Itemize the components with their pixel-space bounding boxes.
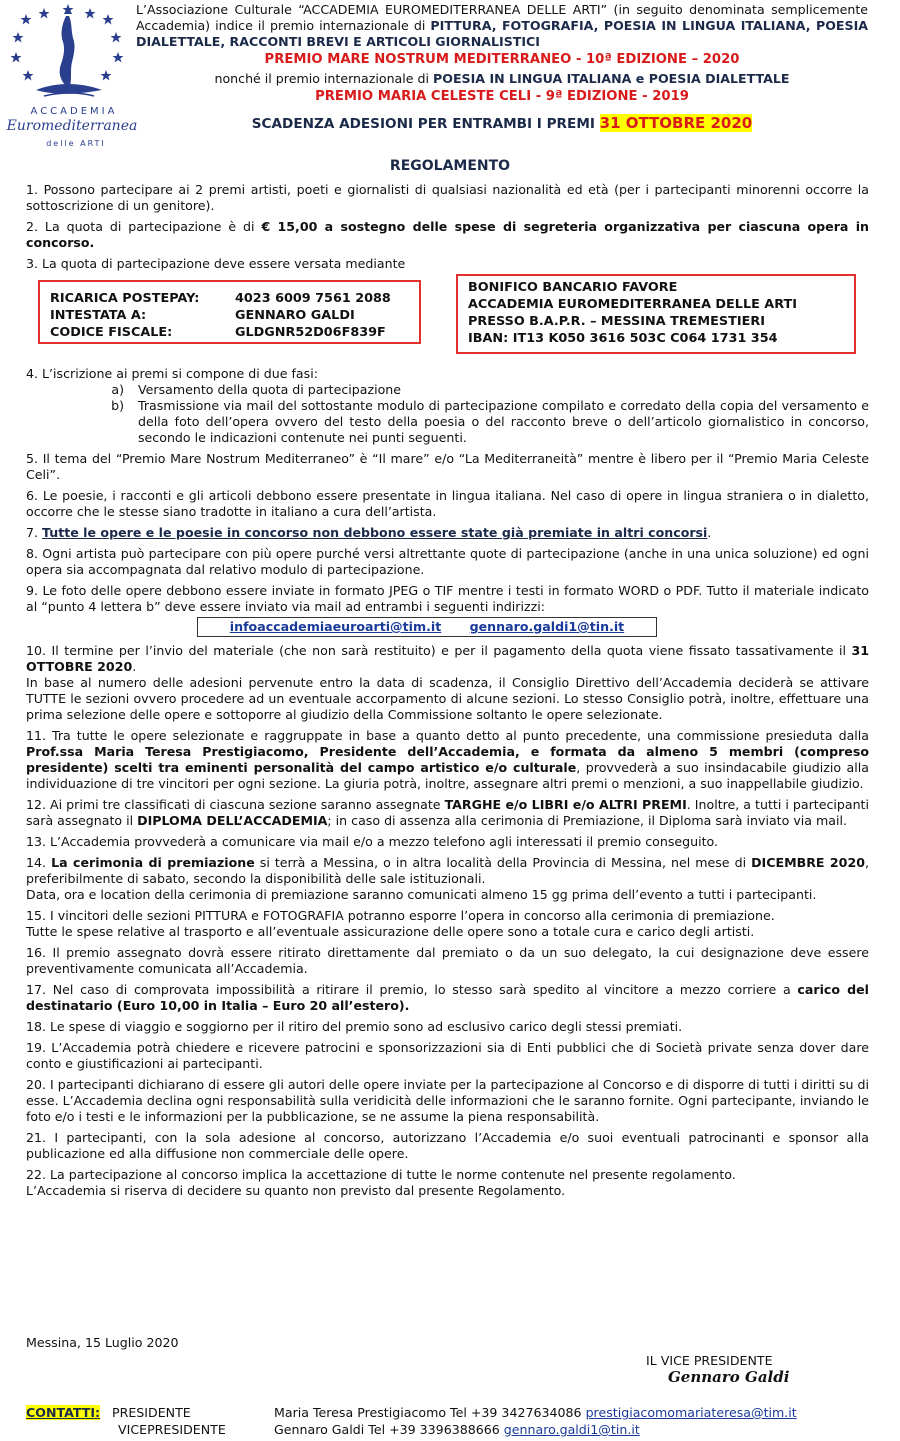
- rule-15: 15. I vincitori delle sezioni PITTURA e FOTOGRAFIA potranno esporre l’opera in concorso alla cerimonia di premiazione.: [26, 908, 775, 923]
- rule-11: [26, 728, 869, 792]
- postepay-number: 4023 6009 7561 2088: [235, 291, 391, 306]
- rule-14-rest: , preferibilmente di sabato, secondo la disponibilità delle sale istituzionali.: [26, 855, 869, 886]
- contact-president: [274, 1404, 797, 1421]
- rule-14: [26, 855, 869, 887]
- rule-14-ceremony: La cerimonia di premiazione: [51, 855, 255, 870]
- intro-paragraph: [136, 2, 868, 50]
- regolamento-heading: REGOLAMENTO: [389, 158, 511, 174]
- rule-4b-text: Trasmissione via mail del sottostante modulo di partecipazione compilato e corredato della copia del versamento e della foto dell’opera ovvero del testo della poesia o del racconto breve o dell’articolo giornalistico in concorso, secondo le indicazioni contenute nei punti seguenti.: [138, 398, 869, 445]
- rule-17-cost: carico del destinatario (Euro 10,00 in Italia – Euro 20 all’estero).: [26, 982, 869, 1013]
- rule-13: 13. L’Accademia provvederà a comunicare via mail e/o a mezzo telefono agli interessati il premio conseguito.: [26, 834, 719, 849]
- rule-21: 21. I partecipanti, con la sola adesione al concorso, autorizzano l’Accademia e/o suoi eventuali patrocinanti e sponsor alla publicazione ed alla diffusione non commerciale delle opere.: [26, 1130, 869, 1161]
- vp-title: IL VICE PRESIDENTE: [646, 1353, 773, 1368]
- contact-role-president: PRESIDENTE: [112, 1405, 191, 1420]
- rule-12-diploma: DIPLOMA DELL’ACCADEMIA: [137, 813, 328, 828]
- header: [136, 2, 868, 134]
- rule-10-text: 10. Il termine per l’invio del materiale (che non sarà restituito) e per il pagamento della quota viene fissato tassativamente il: [26, 643, 852, 658]
- rule-11-rest: , provvederà a suo insindacabile giudizio alla individuazione di tre vincitori per ogni sezione. La giuria potrà, inoltre, assegnare altri premi o menzioni, a suo inappellabile giudizio.: [26, 760, 869, 791]
- payment-methods: [26, 274, 869, 366]
- title-maria-celeste-celi: PREMIO MARIA CELESTE CELI - 9ª EDIZIONE - 2019: [315, 89, 689, 104]
- rule-7-text: Tutte le opere e le poesie in concorso non debbono essere state già premiate in altri concorsi: [42, 525, 708, 540]
- rule-12-text-2: . Inoltre, a tutti i partecipanti sarà assegnato il: [26, 797, 869, 828]
- rule-2-text: 2. La quota di partecipazione è di: [26, 219, 262, 234]
- rule-1: 1. Possono partecipare ai 2 premi artisti, poeti e giornalisti di qualsiasi nazionalità ed età (per i partecipanti minorenni occorre la sottoscrizione di un genitore).: [26, 182, 869, 213]
- rule-7: [26, 525, 869, 541]
- logo-small-text: delle ARTI: [46, 139, 106, 148]
- rule-10: [26, 643, 869, 675]
- rule-17: [26, 982, 869, 1014]
- email-link-galdi[interactable]: gennaro.galdi1@tin.it: [469, 619, 625, 634]
- rules-body: [26, 182, 869, 1204]
- rule-14-detail: Data, ora e location della cerimonia di premiazione saranno comunicati almeno 15 gg prima dell’evento a tutti i partecipanti.: [26, 887, 817, 902]
- bank-line-2: ACCADEMIA EUROMEDITERRANEA DELLE ARTI: [468, 297, 797, 312]
- rule-4b-letter: b): [111, 398, 124, 413]
- rule-4: 4. L’iscrizione ai premi si compone di due fasi:: [26, 366, 318, 381]
- title-mare-nostrum: PREMIO MARE NOSTRUM MEDITERRANEO - 10ª EDIZIONE – 2020: [264, 52, 740, 67]
- contact-vicepresident: [274, 1421, 640, 1438]
- rule-12-rest: ; in caso di assenza alla cerimonia di Premiazione, il Diploma sarà inviato via mail.: [327, 813, 847, 828]
- contacts-section: [26, 1404, 876, 1438]
- intestata-label: INTESTATA A:: [50, 308, 147, 323]
- logo-script-text: Euromediterranea: [6, 118, 138, 134]
- rule-22-detail: L’Accademia si riserva di decidere su quanto non previsto dal presente Regolamento.: [26, 1183, 566, 1198]
- document-date: Messina, 15 Luglio 2020: [26, 1335, 179, 1350]
- rule-10-date: 31 OTTOBRE 2020: [26, 643, 869, 674]
- second-prize-text: nonché il premio internazionale di: [214, 71, 434, 86]
- rule-9: 9. Le foto delle opere debbono essere inviate in formato JPEG o TIF mentre i testi in formato WORD o PDF. Tutto il materiale indicato al “punto 4 lettera b” deve essere inviato via mail ad entrambi i seguenti indirizzi:: [26, 583, 869, 614]
- rule-8: 8. Ogni artista può partecipare con più opere purché versi altrettante quote di partecipazione (anche in una unica soluzione) ed ogni opera sia accompagnata dal relativo modulo di partecipazione.: [26, 546, 869, 577]
- rule-14-text: si terrà a Messina, o in altra località della Provincia di Messina, nel mese di: [254, 855, 752, 870]
- bank-line-1: BONIFICO BANCARIO FAVORE: [468, 280, 678, 295]
- rule-12-text: 12. Ai primi tre classificati di ciascuna sezione saranno assegnate: [26, 797, 445, 812]
- contact-role-vicepresident: VICEPRESIDENTE: [118, 1422, 226, 1437]
- intro-text: L’Associazione Culturale “ACCADEMIA EUROMEDITERRANEA DELLE ARTI” (in seguito denominata semplicemente Accademia) indice il premio internazionale di: [136, 2, 868, 33]
- rule-11-text: 11. Tra tutte le opere selezionate e raggruppate in base a quanto detto al punto precedente, una commissione presieduta dalla: [26, 728, 869, 743]
- postepay-box: [38, 280, 421, 344]
- accademia-logo: [6, 4, 138, 150]
- rule-18: 18. Le spese di viaggio e soggiorno per il ritiro del premio sono ad esclusivo carico degli stessi premiati.: [26, 1019, 683, 1034]
- rule-14-month: DICEMBRE 2020: [751, 855, 865, 870]
- bank-transfer-box: [456, 274, 856, 354]
- rule-22: 22. La partecipazione al concorso implica la accettazione di tutte le norme contenute nel presente regolamento.: [26, 1167, 736, 1182]
- contact-vicepresident-email[interactable]: gennaro.galdi1@tin.it: [503, 1422, 640, 1437]
- rule-10-detail: In base al numero delle adesioni pervenute entro la data di scadenza, il Consiglio Direttivo dell’Accademia deciderà se attivare TUTTE le sezioni ovvero procedere ad un eventuale accorpamento di alcune sezioni. Lo stesso Consiglio potrà, inoltre, effettuare una prima selezione delle opere e sottoporre al giudizio della Commissione soltanto le opere selezionate.: [26, 675, 869, 722]
- rule-17-text: 17. Nel caso di comprovata impossibilità a ritirare il premio, lo stesso sarà spedito al vincitore a mezzo corriere a: [26, 982, 798, 997]
- rule-2: [26, 219, 869, 251]
- rule-10-period: .: [132, 659, 137, 674]
- contact-vicepresident-text: Gennaro Galdi Tel +39 3396388666: [274, 1422, 504, 1437]
- bank-iban: IBAN: IT13 K050 3616 503C C064 1731 354: [468, 331, 778, 346]
- rule-12-prizes: TARGHE e/o LIBRI e/o ALTRI PREMI: [444, 797, 687, 812]
- vp-signature: Gennaro Galdi: [668, 1368, 790, 1386]
- rule-20: 20. I partecipanti dichiarano di essere gli autori delle opere inviate per la partecipazione al Concorso e di disporre di tutti i diritti su di esse. L’Accademia declina ogni responsabilità sulla veridicità delle informazioni che le saranno fornite. Ogni partecipante, inviando le foto e/o i testi e le informazioni per la pubblicazione, se ne assume la piena responsabilità.: [26, 1077, 869, 1124]
- contact-president-text: Maria Teresa Prestigiacomo Tel +39 3427634086: [274, 1405, 586, 1420]
- rule-4b: [26, 398, 869, 446]
- rule-14-number: 14.: [26, 855, 52, 870]
- rule-4a-text: Versamento della quota di partecipazione: [138, 382, 402, 397]
- second-prize-sections: POESIA IN LINGUA ITALIANA e POESIA DIALETTALE: [433, 71, 790, 86]
- rule-5: 5. Il tema del “Premio Mare Nostrum Mediterraneo” è “Il mare” e/o “La Mediterraneità” mentre è libero per il “Premio Maria Celeste Celi”.: [26, 451, 869, 482]
- postepay-label: RICARICA POSTEPAY:: [50, 291, 200, 306]
- deadline-text: SCADENZA ADESIONI PER ENTRAMBI I PREMI: [251, 116, 600, 132]
- contacts-label: CONTATTI:: [26, 1405, 101, 1420]
- rule-16: 16. Il premio assegnato dovrà essere ritirato direttamente dal premiato o da un suo delegato, la cui designazione deve essere preventivamente comunicata all’Accademia.: [26, 945, 869, 976]
- rule-7-number: 7.: [26, 525, 43, 540]
- rule-4a: [26, 382, 869, 398]
- rule-19: 19. L’Accademia potrà chiedere e ricevere patrocini e sponsorizzazioni sia di Enti pubblici che di Società private senza dover dare conto e giustificazioni ai partecipanti.: [26, 1040, 869, 1071]
- logo-arc-text: ACCADEMIA: [30, 106, 118, 117]
- deadline-line: [136, 113, 868, 134]
- email-addresses-box: [197, 617, 657, 637]
- intro-sections: PITTURA, FOTOGRAFIA, POESIA IN LINGUA ITALIANA, POESIA DIALETTALE, RACCONTI BREVI E ARTICOLI GIORNALISTICI: [136, 18, 868, 49]
- intestata-value: GENNARO GALDI: [235, 308, 355, 323]
- vice-president-signature: [646, 1353, 789, 1385]
- contact-row-president: [26, 1404, 876, 1421]
- contact-president-email[interactable]: prestigiacomomariateresa@tim.it: [585, 1405, 797, 1420]
- rule-6: 6. Le poesie, i racconti e gli articoli debbono essere presentate in lingua italiana. Nel caso di opere in lingua straniera o in dialetto, occorre che le stesse siano tradotte in italiano a cura dell’artista.: [26, 488, 869, 519]
- rule-15-detail: Tutte le spese relative al trasporto e all’eventuale assicurazione delle opere sono a totale cura e carico degli artisti.: [26, 924, 755, 939]
- cf-label: CODICE FISCALE:: [50, 325, 173, 340]
- rule-11-commission: Prof.ssa Maria Teresa Prestigiacomo, Presidente dell’Accademia, e formata da almeno 5 membri (compreso presidente) scelti tra eminenti personalità del campo artistico e/o culturale: [26, 744, 869, 775]
- cf-value: GLDGNR52D06F839F: [235, 325, 386, 340]
- rule-4a-letter: a): [111, 382, 124, 397]
- deadline-date: 31 OTTOBRE 2020: [599, 114, 753, 132]
- contact-row-vicepresident: [26, 1421, 876, 1438]
- second-prize-line: [136, 70, 868, 87]
- rule-2-fee: € 15,00 a sostegno delle spese di segreteria organizzativa per ciascuna opera in concorso.: [26, 219, 869, 250]
- email-link-accademia[interactable]: infoaccademiaeuroarti@tim.it: [229, 619, 442, 634]
- rule-7-period: .: [707, 525, 712, 540]
- rule-3: 3. La quota di partecipazione deve essere versata mediante: [26, 256, 406, 271]
- rule-12: [26, 797, 869, 829]
- bank-line-3: PRESSO B.A.P.R. – MESSINA TREMESTIERI: [468, 314, 765, 329]
